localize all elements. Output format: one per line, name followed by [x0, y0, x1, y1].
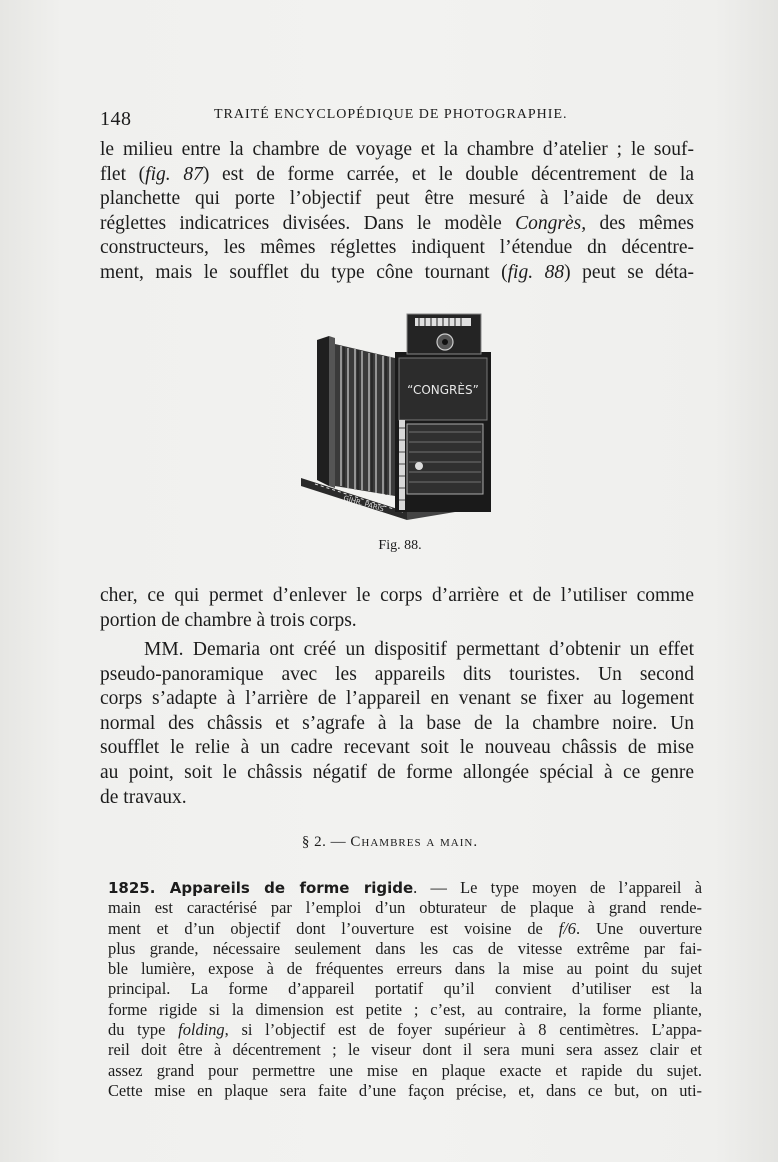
figure-reference: fig. 88 — [507, 261, 565, 283]
section-title: Chambres a main. — [350, 834, 479, 850]
text-line: ble lumière, expose à de fréquentes erreurs dans la mise au point du sujet — [108, 959, 702, 979]
camera-illustration — [295, 300, 505, 522]
text-line: normal des châssis et s’agrafe à la base de la chambre noire. Un — [100, 712, 694, 734]
text-line: reil doit être à décentrement ; le viseur dont il sera muni sera assez clair et — [108, 1040, 702, 1060]
camera-label: “CONGRÈS” — [407, 383, 479, 397]
text-line: forme rigide si la dimension est petite ; c’est, au contraire, la forme pliante, — [108, 999, 702, 1019]
text-line: ment et d’un objectif dont l’ouverture est voisine de f/6. Une ouverture — [108, 918, 702, 938]
aperture-value: f/6 — [558, 918, 576, 938]
text-line: flet (fig. 87) est de forme carrée, et le double décentrement de la — [100, 163, 694, 185]
text-line: portion de chambre à trois corps. — [100, 609, 357, 631]
text-line: plus grande, nécessaire seulement dans les cas de vitesse extrême par fai- — [108, 938, 702, 958]
section-heading: § 2. — Chambres a main. — [301, 834, 479, 850]
text-line: MM. Demaria ont créé un dispositif permettant d’obtenir un effet — [144, 639, 694, 660]
text-line: principal. La forme d’appareil portatif qu’il convient d’utiliser est la — [108, 979, 702, 999]
article-number: 1825 — [108, 879, 150, 897]
text-line: planchette qui porte l’objectif peut être mesuré à l’aide de deux — [100, 188, 694, 210]
text-line: pseudo-panoramique avec les appareils dits touristes. Un second — [100, 663, 694, 685]
model-name: Congrès, — [515, 212, 587, 234]
paragraph-1825 — [108, 878, 702, 1101]
paragraph-demaria — [100, 638, 694, 810]
text-line: ment, mais le soufflet du type cône tournant (fig. 88) peut se déta- — [100, 261, 694, 283]
article-heading: . Appareils de forme rigide — [149, 879, 414, 897]
paragraph-detach — [100, 584, 694, 633]
figure-reference: fig. 87 — [145, 163, 203, 185]
text-line: soufflet le relie à un cadre recevant soit le nouveau châssis de mise — [100, 737, 694, 759]
text-line: Cette mise en plaque sera faite d’une façon précise, et, dans ce but, on uti- — [108, 1080, 702, 1100]
text-line: main est caractérisé par l’emploi d’un obturateur de plaque à grand rende- — [108, 898, 702, 918]
text-line: cher, ce qui permet d’enlever le corps d’arrière et de l’utiliser comme — [100, 585, 694, 606]
congres-camera-drawing — [295, 300, 505, 522]
page-number: 148 — [100, 108, 132, 130]
text-line: assez grand pour permettre une mise en plaque exacte et rapide du sujet. — [108, 1060, 702, 1080]
figure-caption: Fig. 88. — [378, 538, 422, 553]
text-line: de travaux. — [100, 786, 187, 808]
folding-term: folding — [178, 1020, 225, 1040]
text-line: réglettes indicatrices divisées. Dans le modèle Congrès, des mêmes — [100, 212, 694, 234]
text-line: corps s’adapte à l’arrière de l’appareil en venant se fixer au logement — [100, 688, 694, 710]
maker-mark: GIHR. PARIS — [342, 494, 385, 514]
text-line: du type folding, si l’objectif est de foyer supérieur à 8 centimètres. L’appa- — [108, 1020, 702, 1040]
page-header — [100, 104, 700, 134]
paragraph-bellows — [100, 138, 694, 286]
text-line: le milieu entre la chambre de voyage et la chambre d’atelier ; le souf- — [100, 139, 694, 160]
text-line: 1825. Appareils de forme rigide. — Le type moyen de l’appareil à — [108, 878, 702, 897]
text-line: constructeurs, les mêmes réglettes indiquent l’étendue dn décentre- — [100, 237, 694, 259]
running-title: TRAITÉ ENCYCLOPÉDIQUE DE PHOTOGRAPHIE. — [214, 107, 568, 122]
text-line: au point, soit le châssis négatif de forme allongée spécial à ce genre — [100, 761, 694, 783]
